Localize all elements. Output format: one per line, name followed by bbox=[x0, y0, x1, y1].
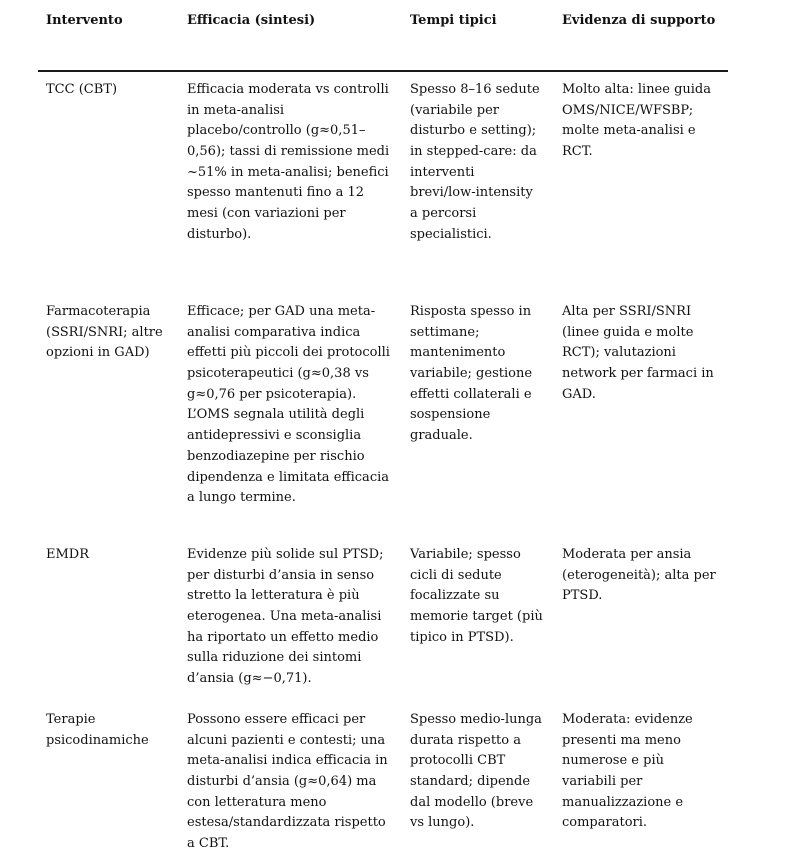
cell-line: RCT. bbox=[562, 144, 593, 160]
cell-line: interventi bbox=[410, 164, 475, 180]
cell-line: a percorsi bbox=[410, 206, 477, 222]
cell-line: Moderata: evidenze bbox=[562, 712, 693, 727]
cell-intervento bbox=[46, 302, 163, 364]
cell-line: cicli di sedute bbox=[410, 567, 502, 583]
cell-intervento bbox=[46, 710, 149, 751]
cell-line: (eterogeneità); alta per bbox=[562, 567, 716, 583]
cell-line: Spesso 8–16 sedute bbox=[410, 82, 540, 97]
cell-line: variabile; gestione bbox=[410, 366, 533, 382]
header-evidenza: Evidenza di supporto bbox=[562, 13, 716, 28]
cell-line: Molto alta: linee guida bbox=[562, 82, 712, 97]
cell-line: stretto la letteratura è più bbox=[187, 588, 360, 604]
cell-line: spesso mantenuti fino a 12 bbox=[187, 185, 365, 201]
cell-line: EMDR bbox=[46, 547, 90, 562]
cell-line: g≈0,76 per psicoterapia). bbox=[187, 386, 357, 402]
cell-tempi bbox=[410, 545, 543, 648]
cell-line: memorie target (più bbox=[410, 609, 543, 625]
cell-line: manualizzazione e bbox=[562, 794, 684, 810]
cell-line: Variabile; spesso bbox=[410, 547, 521, 562]
header-efficacia: Efficacia (sintesi) bbox=[187, 13, 316, 28]
cell-line: vs lungo). bbox=[410, 815, 475, 831]
cell-line: Terapie bbox=[46, 712, 96, 727]
cell-line: alcuni pazienti e contesti; una bbox=[187, 732, 386, 748]
cell-line: TCC (CBT) bbox=[46, 82, 118, 97]
cell-line: con letteratura meno bbox=[187, 794, 327, 810]
cell-evidenza bbox=[562, 80, 711, 163]
cell-line: Possono essere efficaci per bbox=[187, 712, 366, 727]
cell-line: psicoterapeutici (g≈0,38 vs bbox=[187, 366, 369, 382]
cell-evidenza bbox=[562, 545, 716, 607]
cell-efficacia bbox=[187, 545, 383, 690]
cell-line: OMS/NICE/WFSBP; bbox=[562, 102, 694, 118]
cell-line: Moderata per ansia bbox=[562, 547, 692, 562]
header-tempi: Tempi tipici bbox=[410, 13, 497, 28]
cell-line: durata rispetto a bbox=[410, 732, 521, 748]
cell-efficacia bbox=[187, 80, 389, 246]
header-intervento: Intervento bbox=[46, 13, 123, 28]
cell-line: psicodinamiche bbox=[46, 732, 149, 748]
cell-line: variabili per bbox=[562, 774, 643, 790]
cell-line: graduale. bbox=[410, 428, 473, 444]
cell-line: mesi (con variazioni per bbox=[187, 206, 346, 222]
cell-line: sulla riduzione dei sintomi bbox=[187, 650, 362, 666]
cell-line: in stepped-care: da bbox=[410, 144, 537, 160]
cell-line: meta-analisi indica efficacia in bbox=[187, 753, 388, 769]
cell-line: Alta per SSRI/SNRI bbox=[562, 304, 692, 319]
cell-line: protocolli CBT bbox=[410, 753, 506, 769]
cell-line: disturbi d’ansia (g≈0,64) ma bbox=[187, 774, 377, 790]
cell-line: presenti ma meno bbox=[562, 732, 681, 748]
cell-line: Efficace; per GAD una meta- bbox=[187, 304, 376, 319]
cell-line: estesa/standardizzata rispetto bbox=[187, 815, 386, 831]
cell-line: (SSRI/SNRI; altre bbox=[46, 324, 163, 340]
cell-line: comparatori. bbox=[562, 815, 648, 831]
cell-line: tipico in PTSD). bbox=[410, 629, 514, 645]
cell-line: RCT); valutazioni bbox=[562, 345, 676, 361]
cell-tempi bbox=[410, 302, 532, 447]
cell-line: numerose e più bbox=[562, 753, 664, 769]
cell-line: benzodiazepine per rischio bbox=[187, 448, 365, 464]
cell-line: ~51% in meta-analisi; benefici bbox=[187, 164, 389, 180]
cell-line: L’OMS segnala utilità degli bbox=[187, 407, 365, 423]
cell-line: Evidenze più solide sul PTSD; bbox=[187, 547, 384, 562]
cell-line: specialistici. bbox=[410, 226, 492, 242]
cell-line: Efficacia moderata vs controlli bbox=[187, 82, 389, 97]
cell-line: Risposta spesso in bbox=[410, 304, 532, 319]
cell-line: effetti più piccoli dei protocolli bbox=[187, 345, 390, 361]
cell-line: eterogenea. Una meta-analisi bbox=[187, 609, 382, 625]
cell-line: focalizzate su bbox=[410, 588, 500, 604]
cell-line: per disturbi d’ansia in senso bbox=[187, 567, 375, 583]
cell-line: settimane; bbox=[410, 324, 480, 340]
cell-line: mantenimento bbox=[410, 345, 506, 361]
cell-line: network per farmaci in bbox=[562, 366, 714, 382]
cell-line: in meta-analisi bbox=[187, 102, 285, 118]
cell-intervento bbox=[46, 545, 89, 566]
cell-line: PTSD. bbox=[562, 588, 603, 604]
cell-line: a CBT. bbox=[187, 836, 230, 852]
cell-line: effetti collaterali e bbox=[410, 386, 532, 402]
table-header-row bbox=[0, 0, 786, 70]
cell-line: (linee guida e molte bbox=[562, 324, 694, 340]
cell-efficacia bbox=[187, 302, 390, 509]
cell-line: analisi comparativa indica bbox=[187, 324, 361, 340]
cell-line: (variabile per bbox=[410, 102, 499, 118]
header-divider bbox=[38, 70, 728, 72]
cell-line: Farmacoterapia bbox=[46, 304, 151, 319]
cell-line: ha riportato un effetto medio bbox=[187, 629, 379, 645]
cell-evidenza bbox=[562, 302, 714, 405]
cell-line: standard; dipende bbox=[410, 774, 531, 790]
cell-line: opzioni in GAD) bbox=[46, 345, 150, 361]
cell-line: a lungo termine. bbox=[187, 490, 296, 506]
cell-line: brevi/low-intensity bbox=[410, 185, 533, 201]
cell-evidenza bbox=[562, 710, 693, 834]
cell-line: 0,56); tassi di remissione medi bbox=[187, 144, 390, 160]
cell-efficacia bbox=[187, 710, 388, 855]
cell-line: placebo/controllo (g≈0,51– bbox=[187, 123, 366, 139]
cell-line: molte meta-analisi e bbox=[562, 123, 696, 139]
cell-line: dipendenza e limitata efficacia bbox=[187, 469, 390, 485]
cell-line: antidepressivi e sconsiglia bbox=[187, 428, 362, 444]
cell-tempi bbox=[410, 80, 540, 246]
cell-line: disturbo e setting); bbox=[410, 123, 537, 139]
cell-line: disturbo). bbox=[187, 226, 252, 242]
cell-intervento bbox=[46, 80, 117, 101]
cell-line: Spesso medio-lunga bbox=[410, 712, 542, 727]
cell-line: sospensione bbox=[410, 407, 491, 423]
cell-tempi bbox=[410, 710, 542, 834]
cell-line: dal modello (breve bbox=[410, 794, 534, 810]
cell-line: GAD. bbox=[562, 386, 596, 402]
cell-line: d’ansia (g≈−0,71). bbox=[187, 671, 312, 687]
